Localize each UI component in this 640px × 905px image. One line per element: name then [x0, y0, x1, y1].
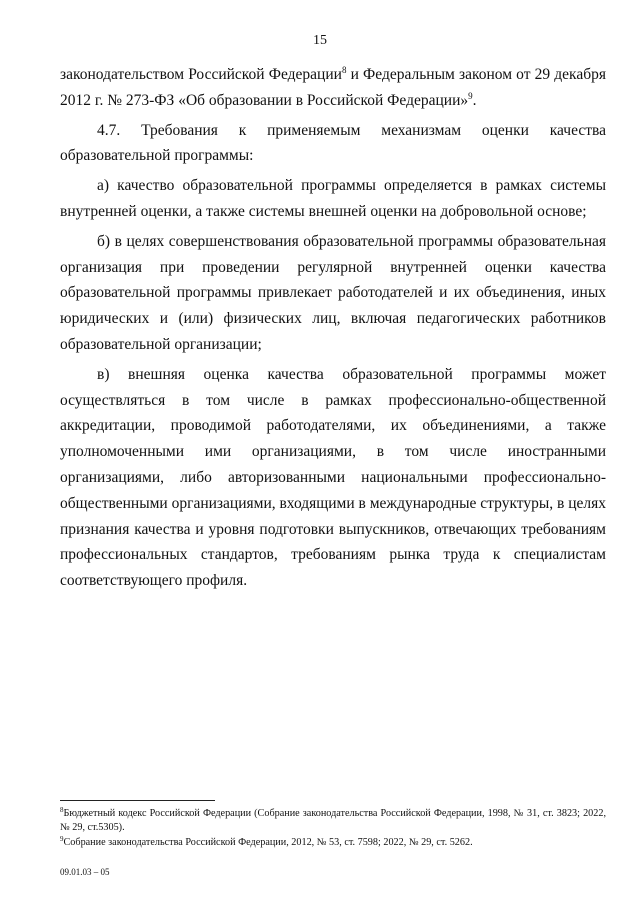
section-heading-4-7: 4.7. Требования к применяемым механизмам оценки качества образовательной программы: [60, 121, 606, 165]
list-item-a: а) качество образовательной программы определяется в рамках системы внутренней оценки, а также системы внешней оценки на добровольной основе; [60, 177, 606, 220]
footnotes [60, 807, 606, 852]
footnote-mark: 9 [60, 835, 64, 843]
footnote-separator [60, 800, 215, 801]
footnote-text: Собрание законодательства Российской Федерации, 2012, № 53, ст. 7598; 2022, № 29, ст. 5262. [63, 837, 473, 848]
list-item-b: б) в целях совершенствования образовательной программы образовательная организация при проведении регулярной внутренней оценки качества образовательной программы привлекает работодателей и их объединения, иных юридических и (или) физических лиц, включая педагогических работников образовательной организации; [60, 232, 606, 353]
footnote-ref-9[interactable]: 9 [468, 90, 473, 101]
continuation-text: законодательством Российской Федерации [60, 66, 342, 83]
page-number: 15 [313, 33, 327, 48]
document-code: 09.01.03 – 05 [60, 867, 110, 877]
continuation-text: . [472, 91, 477, 109]
list-item-v: в) внешняя оценка качества образовательной программы может осуществляться в том числе в рамках профессионально-общественной аккредитации, проводимой работодателями, их объединениями, а также уполномоченными ими организациями, в том числе иностранными организациями, либо авторизованными национальными профессионально-общественными организациями, входящими в международные структуры, в целях признания качества и уровня подготовки выпускников, отвечающих требованиям профессиональных стандартов, требованиям рынка труда к специалистам соответствующего профиля. [60, 365, 606, 590]
continuation-paragraph [60, 62, 606, 114]
continuation-text: и Федеральным законом от 29 декабря 2012 г. № 273-ФЗ «Об образовании в Российской Федерации» [60, 66, 606, 109]
footnote-mark: 8 [60, 806, 64, 814]
document-body [60, 62, 606, 594]
footnote-ref-8[interactable]: 8 [341, 65, 347, 75]
footnote-8 [60, 807, 606, 834]
footnote-9 [60, 836, 606, 850]
footnote-text: Бюджетный кодекс Российской Федерации (Собрание законодательства Российской Федерации, 1998, № 31, ст. 3823; 2022, № 29, ст.5305). [60, 808, 606, 833]
